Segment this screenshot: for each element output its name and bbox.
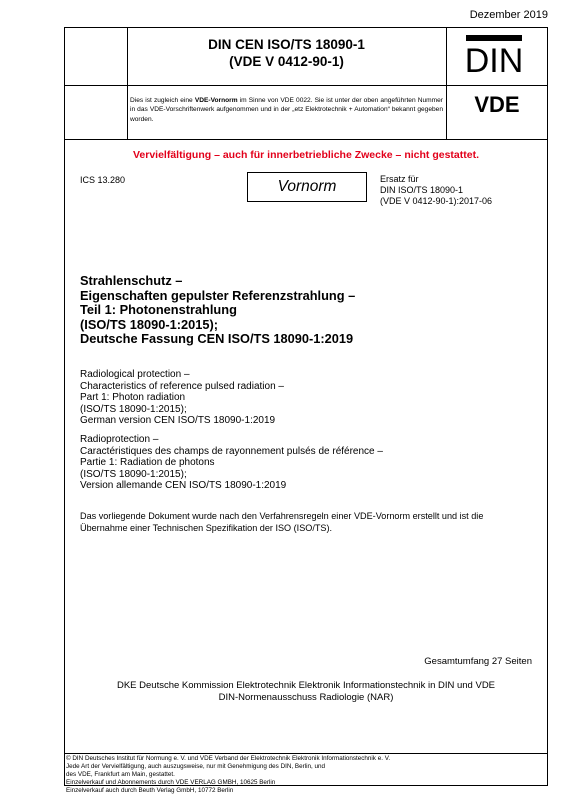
divider-header <box>64 85 548 86</box>
divider-right-column <box>446 27 447 139</box>
committee-info <box>64 680 548 703</box>
copyright-line: des VDE, Frankfurt am Main, gestattet. <box>66 770 175 778</box>
copyright-line: Jede Art der Vervielfältigung, auch auszugsweise, nur mit Genehmigung des DIN, Berlin, und <box>66 762 326 770</box>
vde-note-text-2: im Sinne von VDE 0022. Sie ist unter der oben angeführten Nummer in das VDE-Vorschriftenwerk aufgenommen und in der „etz Elektrotechnik + Automation“ bekannt gegeben worden. <box>130 97 443 123</box>
title-en-line: Part 1: Photon radiation <box>80 392 186 404</box>
title-en-line: Radiological protection – <box>80 369 190 380</box>
title-fr-line: (ISO/TS 18090-1:2015); <box>80 468 187 480</box>
copyright-line: © DIN Deutsches Institut für Normung e. V. und VDE Verband der Elektrotechnik Elektronik Informationstechnik e. V. <box>66 755 391 762</box>
vde-logo-text: VDE <box>474 93 520 115</box>
copyright-notice <box>66 755 546 795</box>
replacement-line: Ersatz für <box>380 174 419 184</box>
issue-date: Dezember 2019 <box>469 9 548 21</box>
reproduction-warning: Vervielfältigung – auch für innerbetriebliche Zwecke – nicht gestattet. <box>132 149 479 161</box>
din-logo <box>465 34 523 76</box>
vde-logo <box>460 93 534 115</box>
title-de-line: (ISO/TS 18090-1:2015); <box>80 316 218 332</box>
din-logo-text: DIN <box>465 42 523 76</box>
replacement-line: DIN ISO/TS 18090-1 <box>380 185 464 195</box>
title-en-line: Characteristics of reference pulsed radiation – <box>80 380 284 392</box>
title-fr-line: Caractéristiques des champs de rayonnement pulsés de référence – <box>80 445 383 457</box>
copyright-line: Einzelverkauf und Abonnements durch VDE VERLAG GMBH, 10625 Berlin <box>66 778 276 786</box>
doc-type-box <box>247 172 367 202</box>
divider-footer <box>64 753 548 754</box>
doc-type-label: Vornorm <box>277 178 337 195</box>
title-en-line: German version CEN ISO/TS 18090-1:2019 <box>80 415 276 427</box>
title-fr-line: Partie 1: Radiation de photons <box>80 457 215 469</box>
title-en-line: (ISO/TS 18090-1:2015); <box>80 403 187 415</box>
divider-left-column <box>127 27 128 139</box>
total-pages: Gesamtumfang 27 Seiten <box>424 656 532 667</box>
document-description: Das vorliegende Dokument wurde nach den Verfahrensregeln einer VDE-Vornorm erstellt und ist die Übernahme einer Technischen Spezifikation der ISO (ISO/TS). <box>80 511 484 533</box>
title-de-line: Eigenschaften gepulster Referenzstrahlung – <box>80 287 356 303</box>
divider-note <box>64 139 548 140</box>
title-de-line: Deutsche Fassung CEN ISO/TS 18090-1:2019 <box>80 331 354 346</box>
committee-line: DKE Deutsche Kommission Elektrotechnik Elektronik Informationstechnik in DIN und VDE <box>116 680 496 691</box>
title-fr-line: Version allemande CEN ISO/TS 18090-1:2019 <box>80 480 287 492</box>
title-german <box>80 274 355 347</box>
title-fr-line: Radioprotection – <box>80 434 159 445</box>
vde-note-text-1: Dies ist zugleich eine <box>130 97 195 104</box>
ics-code: ICS 13.280 <box>80 175 126 185</box>
vde-note <box>130 96 443 124</box>
copyright-line: Einzelverkauf auch durch Beuth Verlag GmbH, 10772 Berlin <box>66 786 234 794</box>
replacement-info <box>380 174 492 207</box>
title-english <box>80 369 284 427</box>
vde-note-bold: VDE-Vornorm <box>194 97 238 104</box>
title-french <box>80 434 383 492</box>
title-de-line: Teil 1: Photonenstrahlung <box>80 302 237 317</box>
standard-number-vde: (VDE V 0412-90-1) <box>229 54 344 69</box>
title-de-line: Strahlenschutz – <box>80 273 183 288</box>
replacement-line: (VDE V 0412-90-1):2017-06 <box>380 196 493 206</box>
standard-number-din: DIN CEN ISO/TS 18090-1 <box>208 37 365 52</box>
standard-number <box>130 36 443 70</box>
committee-line: DIN-Normenausschuss Radiologie (NAR) <box>218 691 394 703</box>
